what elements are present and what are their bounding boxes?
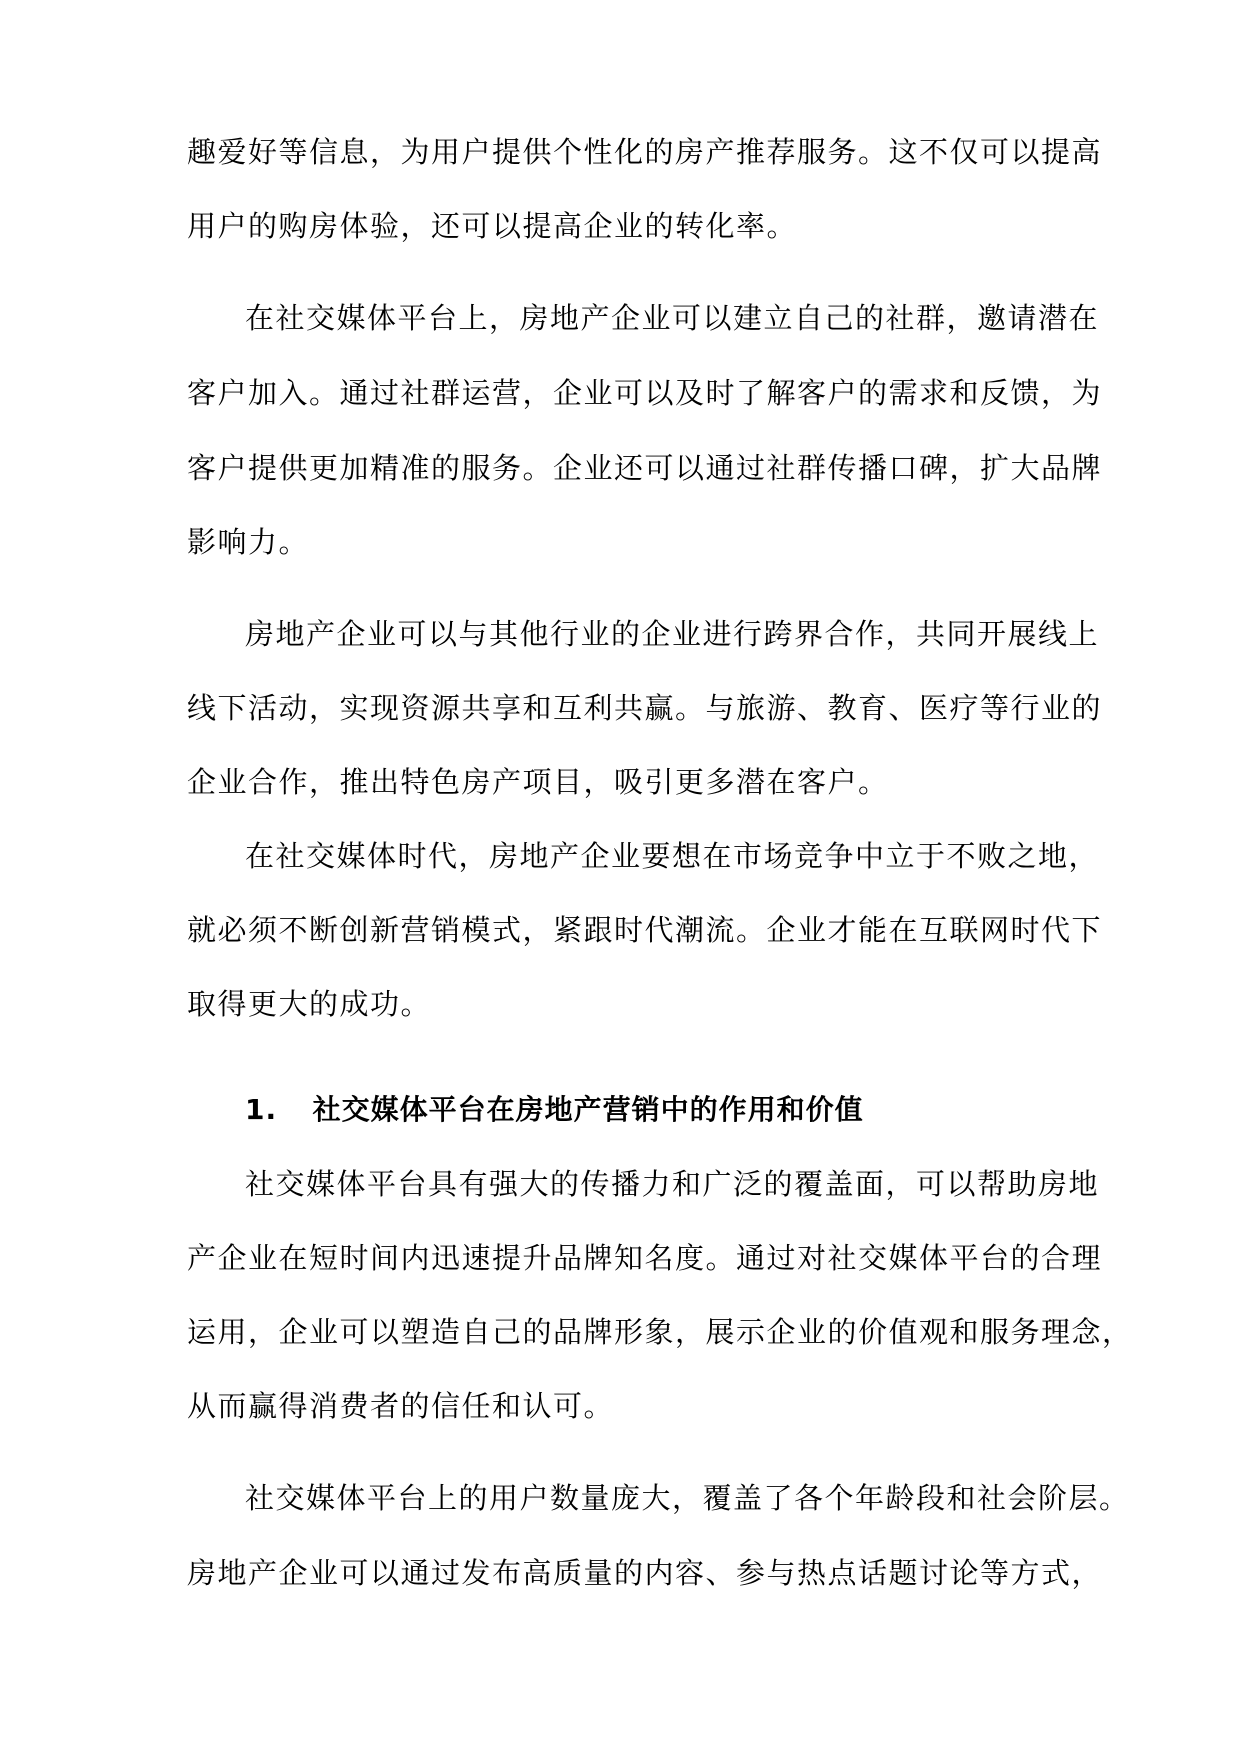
text-line: 社交媒体平台具有强大的传播力和广泛的覆盖面，可以帮助房地	[245, 1167, 1100, 1201]
text-line: 趣爱好等信息，为用户提供个性化的房产推荐服务。这不仅可以提高	[187, 135, 1103, 169]
text-line: 客户加入。通过社群运营，企业可以及时了解客户的需求和反馈，为	[187, 376, 1103, 410]
text-line: 产企业在短时间内迅速提升品牌知名度。通过对社交媒体平台的合理	[187, 1241, 1103, 1275]
text-line: 运用，企业可以塑造自己的品牌形象，展示企业的价值观和服务理念，	[187, 1315, 1133, 1349]
section-title: 社交媒体平台在房地产营销中的作用和价值	[312, 1093, 864, 1126]
section-number: 1.	[245, 1093, 278, 1126]
text-line: 房地产企业可以与其他行业的企业进行跨界合作，共同开展线上	[245, 617, 1100, 651]
text-line: 在社交媒体平台上，房地产企业可以建立自己的社群，邀请潜在	[245, 301, 1100, 335]
text-line: 线下活动，实现资源共享和互利共赢。与旅游、教育、医疗等行业的	[187, 691, 1103, 725]
text-line: 房地产企业可以通过发布高质量的内容、参与热点话题讨论等方式，	[187, 1556, 1103, 1590]
text-line: 从而赢得消费者的信任和认可。	[187, 1389, 615, 1423]
text-line: 企业合作，推出特色房产项目，吸引更多潜在客户。	[187, 765, 889, 799]
text-line: 就必须不断创新营销模式，紧跟时代潮流。企业才能在互联网时代下	[187, 913, 1103, 947]
section-heading	[245, 1092, 864, 1128]
text-line: 取得更大的成功。	[187, 987, 432, 1021]
text-line: 客户提供更加精准的服务。企业还可以通过社群传播口碑，扩大品牌	[187, 451, 1103, 485]
text-line: 用户的购房体验，还可以提高企业的转化率。	[187, 209, 798, 243]
text-line: 在社交媒体时代，房地产企业要想在市场竞争中立于不败之地，	[245, 839, 1100, 873]
text-line: 社交媒体平台上的用户数量庞大，覆盖了各个年龄段和社会阶层。	[245, 1481, 1130, 1515]
text-line: 影响力。	[187, 525, 310, 559]
